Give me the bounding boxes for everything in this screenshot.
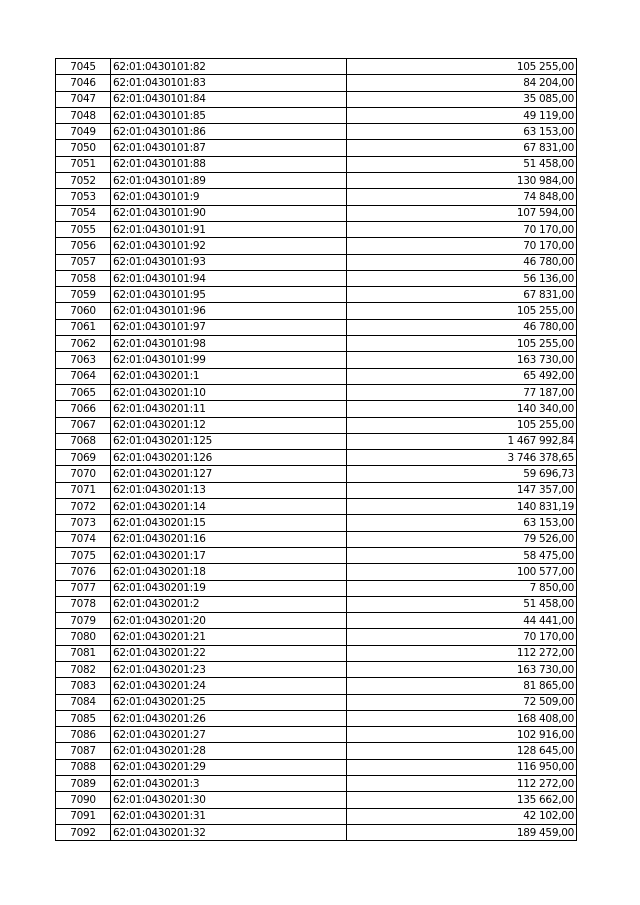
cadastral-number-cell: 62:01:0430201:19 [111, 580, 347, 596]
cadastral-value-cell: 79 526,00 [347, 531, 577, 547]
row-number-cell: 7088 [56, 759, 111, 775]
cadastral-number-cell: 62:01:0430201:28 [111, 743, 347, 759]
row-number-cell: 7067 [56, 417, 111, 433]
table-row [56, 776, 577, 792]
table-row [56, 710, 577, 726]
table-row [56, 596, 577, 612]
row-number-cell: 7071 [56, 482, 111, 498]
row-number-cell: 7072 [56, 499, 111, 515]
table-row [56, 352, 577, 368]
row-number-cell: 7055 [56, 221, 111, 237]
cadastral-value-cell: 102 916,00 [347, 727, 577, 743]
cadastral-value-cell: 49 119,00 [347, 107, 577, 123]
cadastral-number-cell: 62:01:0430101:89 [111, 173, 347, 189]
cadastral-number-cell: 62:01:0430201:17 [111, 547, 347, 563]
table-row [56, 221, 577, 237]
cadastral-number-cell: 62:01:0430101:83 [111, 75, 347, 91]
row-number-cell: 7059 [56, 287, 111, 303]
row-number-cell: 7074 [56, 531, 111, 547]
cadastral-number-cell: 62:01:0430201:126 [111, 450, 347, 466]
table-row [56, 759, 577, 775]
table-row [56, 727, 577, 743]
table-row [56, 75, 577, 91]
cadastral-value-cell: 163 730,00 [347, 352, 577, 368]
cadastral-value-cell: 35 085,00 [347, 91, 577, 107]
row-number-cell: 7092 [56, 824, 111, 840]
row-number-cell: 7047 [56, 91, 111, 107]
cadastral-value-cell: 63 153,00 [347, 515, 577, 531]
row-number-cell: 7066 [56, 401, 111, 417]
table-row [56, 287, 577, 303]
table-row [56, 140, 577, 156]
cadastral-value-cell: 105 255,00 [347, 417, 577, 433]
cadastral-number-cell: 62:01:0430201:29 [111, 759, 347, 775]
cadastral-number-cell: 62:01:0430201:18 [111, 564, 347, 580]
cadastral-value-cell: 135 662,00 [347, 792, 577, 808]
row-number-cell: 7087 [56, 743, 111, 759]
cadastral-value-cell: 51 458,00 [347, 156, 577, 172]
cadastral-number-cell: 62:01:0430201:26 [111, 710, 347, 726]
table-row [56, 238, 577, 254]
cadastral-number-cell: 62:01:0430101:82 [111, 59, 347, 75]
cadastral-number-cell: 62:01:0430201:25 [111, 694, 347, 710]
cadastral-value-cell: 7 850,00 [347, 580, 577, 596]
cadastral-value-cell: 81 865,00 [347, 678, 577, 694]
table-row [56, 694, 577, 710]
table-row [56, 156, 577, 172]
row-number-cell: 7061 [56, 319, 111, 335]
cadastral-value-cell: 128 645,00 [347, 743, 577, 759]
table-row [56, 254, 577, 270]
row-number-cell: 7069 [56, 450, 111, 466]
cadastral-value-cell: 74 848,00 [347, 189, 577, 205]
cadastral-value-cell: 105 255,00 [347, 303, 577, 319]
row-number-cell: 7081 [56, 645, 111, 661]
row-number-cell: 7073 [56, 515, 111, 531]
cadastral-number-cell: 62:01:0430201:22 [111, 645, 347, 661]
row-number-cell: 7064 [56, 368, 111, 384]
row-number-cell: 7053 [56, 189, 111, 205]
row-number-cell: 7051 [56, 156, 111, 172]
cadastral-number-cell: 62:01:0430101:94 [111, 270, 347, 286]
cadastral-number-cell: 62:01:0430101:98 [111, 336, 347, 352]
row-number-cell: 7070 [56, 466, 111, 482]
row-number-cell: 7056 [56, 238, 111, 254]
row-number-cell: 7089 [56, 776, 111, 792]
row-number-cell: 7063 [56, 352, 111, 368]
cadastral-value-cell: 51 458,00 [347, 596, 577, 612]
row-number-cell: 7076 [56, 564, 111, 580]
row-number-cell: 7057 [56, 254, 111, 270]
table-row [56, 368, 577, 384]
row-number-cell: 7054 [56, 205, 111, 221]
cadastral-number-cell: 62:01:0430201:16 [111, 531, 347, 547]
cadastral-value-cell: 147 357,00 [347, 482, 577, 498]
cadastral-number-cell: 62:01:0430201:127 [111, 466, 347, 482]
row-number-cell: 7065 [56, 384, 111, 400]
table-row [56, 743, 577, 759]
row-number-cell: 7080 [56, 629, 111, 645]
cadastral-number-cell: 62:01:0430201:20 [111, 613, 347, 629]
cadastral-value-cell: 84 204,00 [347, 75, 577, 91]
table-row [56, 303, 577, 319]
cadastral-number-cell: 62:01:0430101:91 [111, 221, 347, 237]
cadastral-number-cell: 62:01:0430201:2 [111, 596, 347, 612]
table-row [56, 466, 577, 482]
cadastral-value-cell: 189 459,00 [347, 824, 577, 840]
cadastral-value-cell: 46 780,00 [347, 254, 577, 270]
row-number-cell: 7060 [56, 303, 111, 319]
cadastral-number-cell: 62:01:0430201:15 [111, 515, 347, 531]
cadastral-value-cell: 44 441,00 [347, 613, 577, 629]
cadastral-number-cell: 62:01:0430101:99 [111, 352, 347, 368]
cadastral-number-cell: 62:01:0430201:24 [111, 678, 347, 694]
table-row [56, 613, 577, 629]
cadastral-value-cell: 56 136,00 [347, 270, 577, 286]
cadastral-value-cell: 116 950,00 [347, 759, 577, 775]
table-row [56, 482, 577, 498]
table-row [56, 384, 577, 400]
cadastral-number-cell: 62:01:0430201:23 [111, 661, 347, 677]
table-row [56, 173, 577, 189]
cadastral-value-cell: 105 255,00 [347, 336, 577, 352]
cadastral-value-cell: 70 170,00 [347, 238, 577, 254]
table-row [56, 401, 577, 417]
cadastral-value-cell: 46 780,00 [347, 319, 577, 335]
cadastral-number-cell: 62:01:0430201:31 [111, 808, 347, 824]
table-row [56, 661, 577, 677]
row-number-cell: 7052 [56, 173, 111, 189]
cadastral-value-cell: 130 984,00 [347, 173, 577, 189]
cadastral-number-cell: 62:01:0430101:9 [111, 189, 347, 205]
table-row [56, 531, 577, 547]
table-row [56, 499, 577, 515]
table-row [56, 792, 577, 808]
table-row [56, 564, 577, 580]
cadastral-number-cell: 62:01:0430101:86 [111, 124, 347, 140]
row-number-cell: 7084 [56, 694, 111, 710]
cadastral-number-cell: 62:01:0430201:30 [111, 792, 347, 808]
cadastral-number-cell: 62:01:0430201:1 [111, 368, 347, 384]
cadastral-number-cell: 62:01:0430101:87 [111, 140, 347, 156]
cadastral-number-cell: 62:01:0430101:92 [111, 238, 347, 254]
cadastral-number-cell: 62:01:0430101:84 [111, 91, 347, 107]
cadastral-value-table [55, 58, 577, 841]
table-row [56, 629, 577, 645]
cadastral-value-cell: 140 831,19 [347, 499, 577, 515]
row-number-cell: 7082 [56, 661, 111, 677]
table-row [56, 645, 577, 661]
cadastral-value-cell: 168 408,00 [347, 710, 577, 726]
cadastral-value-cell: 59 696,73 [347, 466, 577, 482]
cadastral-number-cell: 62:01:0430101:85 [111, 107, 347, 123]
table-row [56, 270, 577, 286]
table-row [56, 824, 577, 840]
cadastral-value-cell: 67 831,00 [347, 140, 577, 156]
table-row [56, 678, 577, 694]
cadastral-number-cell: 62:01:0430201:12 [111, 417, 347, 433]
cadastral-number-cell: 62:01:0430101:90 [111, 205, 347, 221]
table-row [56, 433, 577, 449]
row-number-cell: 7083 [56, 678, 111, 694]
row-number-cell: 7079 [56, 613, 111, 629]
row-number-cell: 7045 [56, 59, 111, 75]
cadastral-number-cell: 62:01:0430201:10 [111, 384, 347, 400]
cadastral-value-cell: 112 272,00 [347, 645, 577, 661]
cadastral-value-cell: 112 272,00 [347, 776, 577, 792]
cadastral-value-cell: 63 153,00 [347, 124, 577, 140]
cadastral-number-cell: 62:01:0430101:95 [111, 287, 347, 303]
cadastral-value-cell: 72 509,00 [347, 694, 577, 710]
row-number-cell: 7062 [56, 336, 111, 352]
row-number-cell: 7050 [56, 140, 111, 156]
cadastral-number-cell: 62:01:0430201:14 [111, 499, 347, 515]
cadastral-value-cell: 140 340,00 [347, 401, 577, 417]
cadastral-value-cell: 3 746 378,65 [347, 450, 577, 466]
cadastral-number-cell: 62:01:0430101:88 [111, 156, 347, 172]
table-body [56, 59, 577, 841]
table-row [56, 547, 577, 563]
cadastral-value-cell: 70 170,00 [347, 221, 577, 237]
table-row [56, 91, 577, 107]
cadastral-number-cell: 62:01:0430201:21 [111, 629, 347, 645]
cadastral-value-cell: 70 170,00 [347, 629, 577, 645]
row-number-cell: 7046 [56, 75, 111, 91]
table-row [56, 59, 577, 75]
cadastral-value-cell: 42 102,00 [347, 808, 577, 824]
table-row [56, 450, 577, 466]
table-row [56, 319, 577, 335]
table-row [56, 417, 577, 433]
row-number-cell: 7091 [56, 808, 111, 824]
cadastral-number-cell: 62:01:0430201:27 [111, 727, 347, 743]
row-number-cell: 7058 [56, 270, 111, 286]
cadastral-number-cell: 62:01:0430101:93 [111, 254, 347, 270]
cadastral-number-cell: 62:01:0430201:3 [111, 776, 347, 792]
table-row [56, 107, 577, 123]
cadastral-value-cell: 105 255,00 [347, 59, 577, 75]
cadastral-value-cell: 77 187,00 [347, 384, 577, 400]
cadastral-value-cell: 163 730,00 [347, 661, 577, 677]
cadastral-number-cell: 62:01:0430101:96 [111, 303, 347, 319]
cadastral-value-cell: 107 594,00 [347, 205, 577, 221]
cadastral-number-cell: 62:01:0430201:13 [111, 482, 347, 498]
row-number-cell: 7049 [56, 124, 111, 140]
table-row [56, 205, 577, 221]
cadastral-value-cell: 1 467 992,84 [347, 433, 577, 449]
cadastral-value-cell: 65 492,00 [347, 368, 577, 384]
row-number-cell: 7077 [56, 580, 111, 596]
table-row [56, 580, 577, 596]
cadastral-number-cell: 62:01:0430201:11 [111, 401, 347, 417]
table-row [56, 515, 577, 531]
row-number-cell: 7075 [56, 547, 111, 563]
cadastral-number-cell: 62:01:0430101:97 [111, 319, 347, 335]
cadastral-value-cell: 58 475,00 [347, 547, 577, 563]
table-row [56, 189, 577, 205]
row-number-cell: 7090 [56, 792, 111, 808]
cadastral-number-cell: 62:01:0430201:125 [111, 433, 347, 449]
cadastral-number-cell: 62:01:0430201:32 [111, 824, 347, 840]
table-row [56, 808, 577, 824]
row-number-cell: 7085 [56, 710, 111, 726]
table-row [56, 336, 577, 352]
cadastral-value-cell: 100 577,00 [347, 564, 577, 580]
cadastral-value-cell: 67 831,00 [347, 287, 577, 303]
row-number-cell: 7068 [56, 433, 111, 449]
row-number-cell: 7086 [56, 727, 111, 743]
row-number-cell: 7078 [56, 596, 111, 612]
table-row [56, 124, 577, 140]
row-number-cell: 7048 [56, 107, 111, 123]
